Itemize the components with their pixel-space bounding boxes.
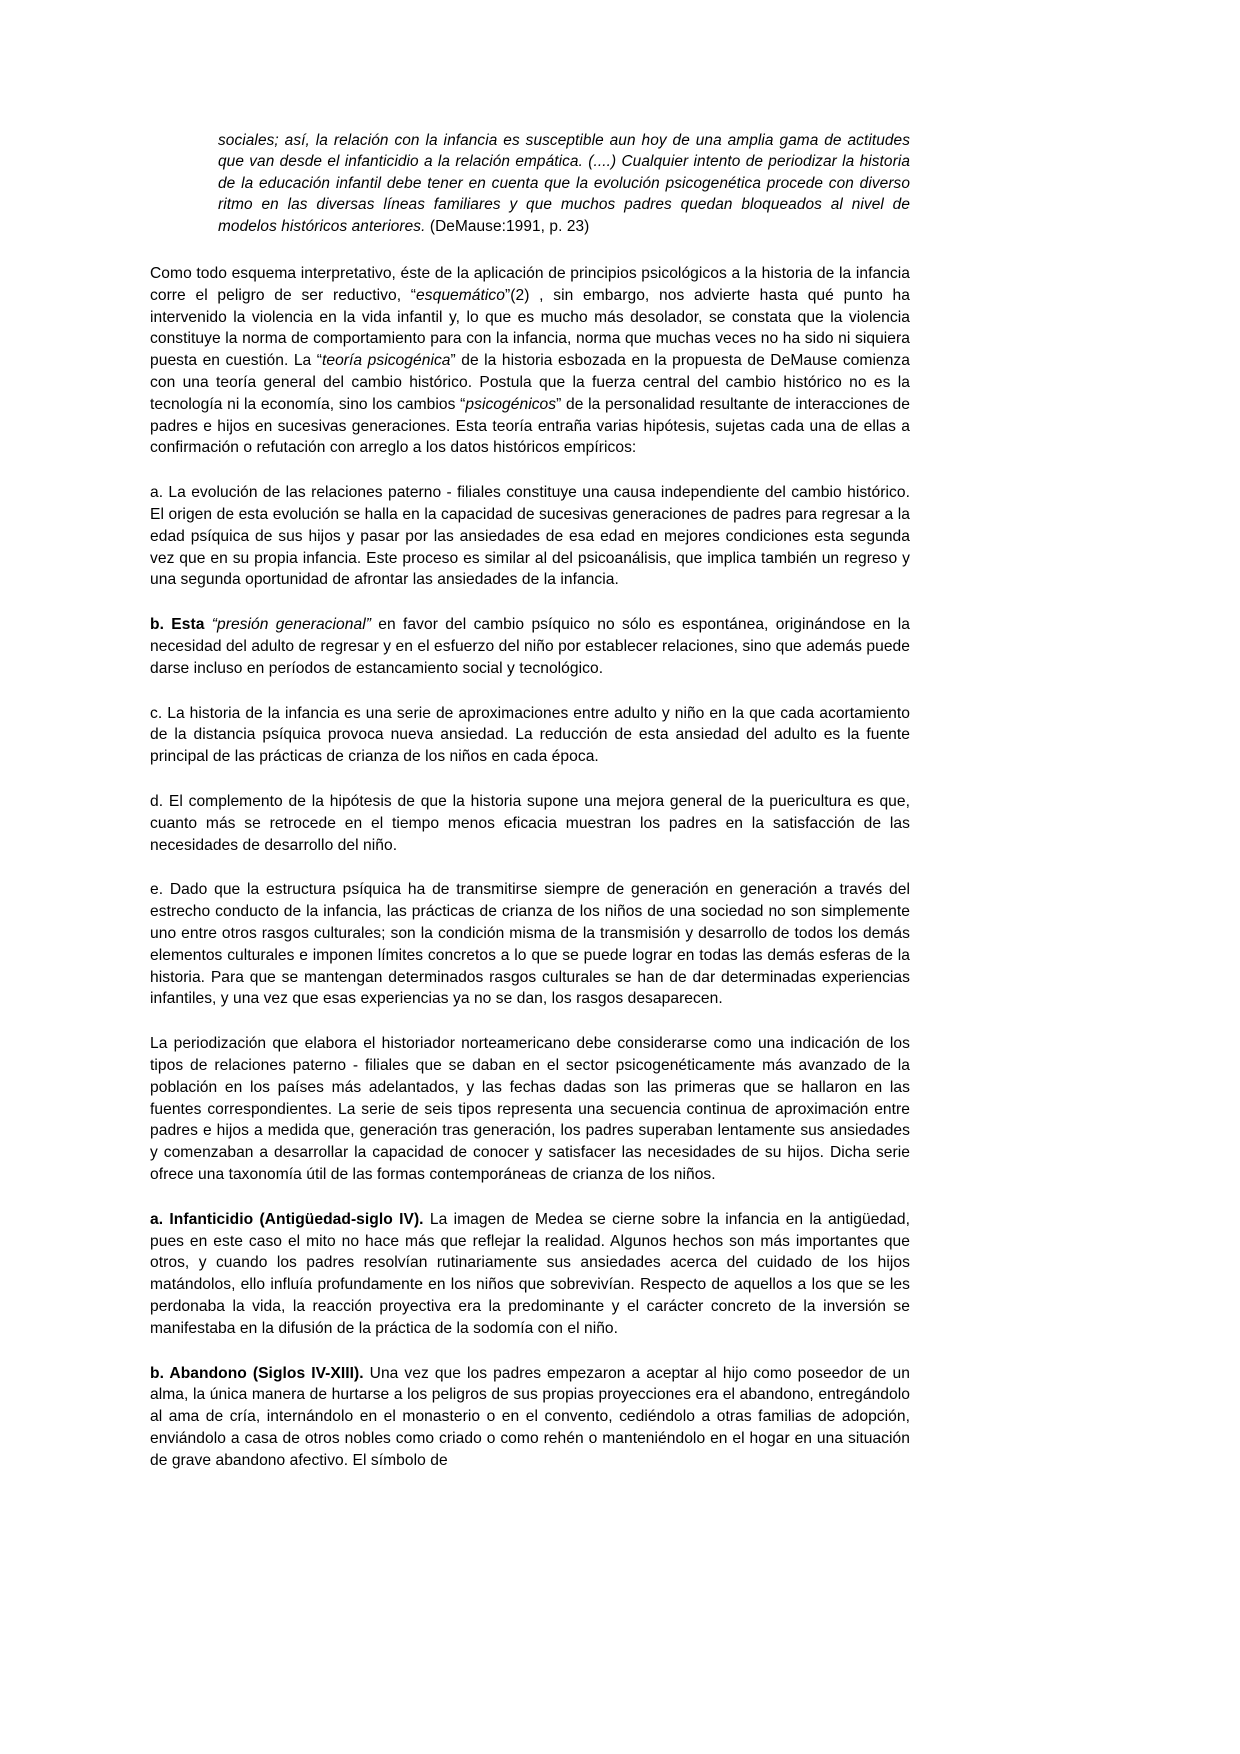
text-run-italic: psicogénicos: [465, 395, 557, 413]
paragraph-stage-a-infanticidio: [150, 1209, 910, 1340]
text-run-normal: La periodización que elabora el historiador norteamericano debe considerarse como una indicación de los tipos de relaciones paterno - filiales que se daban en el sector psicogenéticamente más avanzado de la población en los países más adelantados, y las fechas dadas son las primeras que se hallaron en las fuentes correspondientes. La serie de seis tipos representa una secuencia continua de aproximación entre padres e hijos a medida que, generación tras generación, los padres superaban lentamente sus ansiedades y comenzaban a desarrollar la capacidad de conocer y satisfacer las necesidades de su hijos. Dicha serie ofrece una taxonomía útil de las formas contemporáneas de crianza de los niños.: [150, 1035, 910, 1183]
paragraph-stage-b-abandono: [150, 1363, 910, 1472]
text-run-normal: ” de la historia esbozada en la propuesta de DeMause comienza con una teoría general del cambio histórico. Postula que la fuerza central del cambio histórico no es la tecnología ni la economía, sino los cambios “: [150, 352, 910, 413]
text-run-normal: a. La evolución de las relaciones paterno - filiales constituye una causa independiente del cambio histórico. El origen de esta evolución se halla en la capacidad de sucesivas generaciones de padres para regresar a la edad psíquica de sus hijos y pasar por las ansiedades de esa edad en mejores condiciones esta segunda vez que en su propia infancia. Este proceso es similar al del psicoanálisis, que implica también un regreso y una segunda oportunidad de afrontar las ansiedades de la infancia.: [150, 484, 910, 589]
text-run-normal: c. La historia de la infancia es una serie de aproximaciones entre adulto y niño en la que cada acortamiento de la distancia psíquica provoca nueva ansiedad. La reducción de esta ansiedad del adulto es la fuente principal de las prácticas de crianza de los niños en cada época.: [150, 704, 910, 766]
body-paragraphs: [150, 263, 910, 1471]
text-run-italic: esquemático: [416, 286, 505, 304]
paragraph-periodization: [150, 1033, 910, 1186]
text-run-normal: e. Dado que la estructura psíquica ha de transmitirse siempre de generación en generación a través del estrecho conducto de la infancia, las prácticas de crianza de los niños de una sociedad no son simplemente uno entre otros rasgos culturales; son la condición misma de la transmisión y desarrollo de todos los demás elementos culturales e imponen límites concretos a lo que se puede lograr en todas las demás esferas de la historia. Para que se mantengan determinados rasgos culturales se han de dar determinadas experiencias infantiles, y una vez que esas experiencias ya no se dan, los rasgos desaparecen.: [150, 881, 910, 1008]
paragraph-hypothesis-c: [150, 703, 910, 768]
blockquote: [150, 130, 910, 237]
text-run-italic: teoría psicogénica: [321, 352, 451, 370]
text-run-normal: ” de la personalidad resultante de interacciones de padres e hijos en sucesivas generaciones. Esta teoría entraña varias hipótesis, sujetas cada una de ellas a confirmación o refutación con arreglo a los datos históricos empíricos:: [150, 395, 910, 457]
text-run-normal: Una vez que los padres empezaron a aceptar al hijo como poseedor de un alma, la única manera de hurtarse a los peligros de sus propias proyecciones era el abandono, entregándolo al ama de cría, internándolo en el monasterio o en el convento, cediéndolo a otras familias de adopción, enviándolo a casa de otros nobles como criado o como rehén o manteniéndolo en el hogar en una situación de grave abandono afectivo. El símbolo de: [150, 1364, 910, 1469]
text-run-normal: Como todo esquema interpretativo, éste de la aplicación de principios psicológicos a la historia de la infancia corre el peligro de ser reductivo, “: [150, 265, 910, 304]
text-run-normal: d. El complemento de la hipótesis de que la historia supone una mejora general de la puericultura es que, cuanto más se retrocede en el tiempo menos eficacia muestran los padres en la satisfacción de las necesidades de desarrollo del niño.: [150, 792, 910, 854]
page-content: [150, 130, 910, 1471]
text-run-normal: en favor del cambio psíquico no sólo es espontánea, originándose en la necesidad del adulto de regresar y en el esfuerzo del niño por establecer relaciones, sino que además puede darse incluso en períodos de estancamiento social y tecnológico.: [150, 616, 910, 677]
paragraph-hypothesis-e: [150, 879, 910, 1010]
paragraph-hypothesis-a: [150, 482, 910, 591]
paragraph-hypothesis-d: [150, 791, 910, 856]
text-run-bold: b. Abandono (Siglos IV-XIII).: [150, 1364, 364, 1382]
text-run-italic: “presión generacional”: [211, 616, 371, 634]
text-run-bold: b. Esta: [150, 616, 212, 634]
blockquote-citation: (DeMause:1991, p. 23): [429, 217, 590, 235]
blockquote-text: sociales; así, la relación con la infancia es susceptible aun hoy de una amplia gama de actitudes que van desde el infanticidio a la relación empática. (....) Cualquier intento de periodizar la historia de la educación infantil debe tener en cuenta que la evolución psicogenética procede con diverso ritmo en las diversas líneas familiares y que muchos padres quedan bloqueados al nivel de modelos históricos anteriores.: [218, 132, 910, 235]
paragraph-hypothesis-b: [150, 614, 910, 679]
paragraph-intro: [150, 263, 910, 459]
text-run-bold: a. Infanticidio (Antigüedad-siglo IV).: [150, 1210, 424, 1228]
text-run-normal: ”(2) , sin embargo, nos advierte hasta qué punto ha intervenido la violencia en la vida infantil y, lo que es mucho más desolador, se constata que la violencia constituye la norma de comportamiento para con la infancia, norma que muchas veces no ha sido ni siquiera puesta en cuestión. La “: [150, 286, 911, 370]
text-run-normal: La imagen de Medea se cierne sobre la infancia en la antigüedad, pues en este caso el mito no hace más que reflejar la realidad. Algunos hechos son más importantes que otros, y cuando los padres resolvían rutinariamente sus ansiedades acerca del cuidado de los hijos matándolos, ello influía profundamente en los niños que sobrevivían. Respecto de aquellos a los que se les perdonaba la vida, la reacción proyectiva era la predominante y el carácter concreto de la inversión se manifestaba en la difusión de la práctica de la sodomía con el niño.: [150, 1210, 911, 1337]
